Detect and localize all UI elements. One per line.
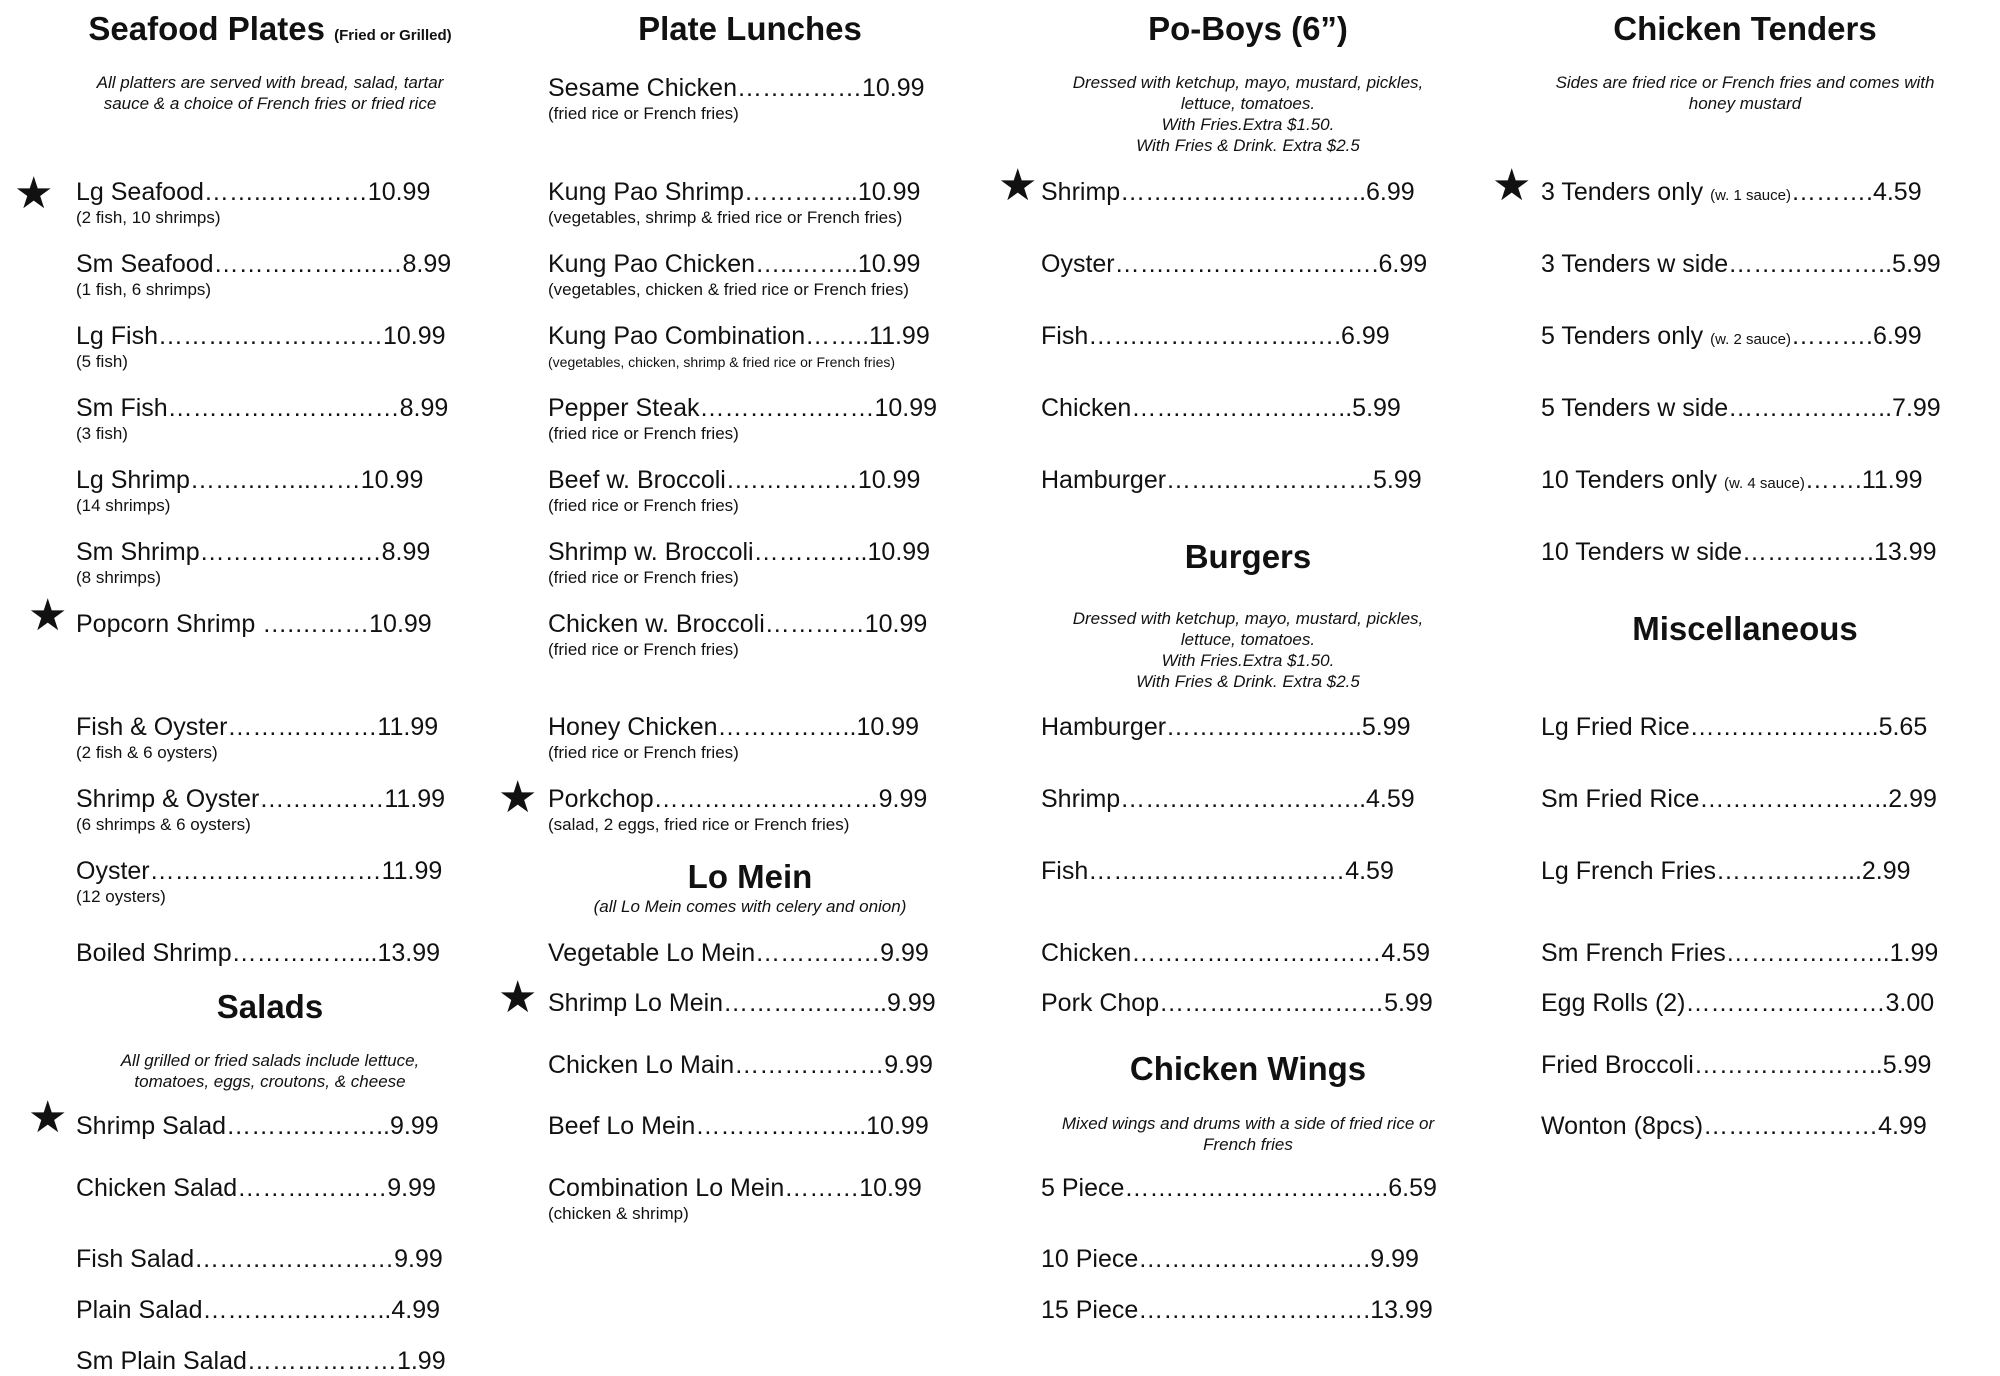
menu-item-sm-plain-salad: Sm Plain Salad………………1.99 [76, 1347, 446, 1375]
menu-item-burger-fish: Fish…….……………………4.59 [1041, 857, 1394, 885]
menu-item-sub: (vegetables, chicken, shrimp & fried rice or French fries) [548, 354, 896, 370]
menu-item-3-tenders-only: 3 Tenders only (w. 1 sauce)……….4.59 [1541, 178, 1922, 206]
menu-item-chicken-salad: Chicken Salad………………9.99 [76, 1174, 436, 1202]
menu-item-sub: (2 fish, 10 shrimps) [76, 208, 221, 227]
misc-title: Miscellaneous [1632, 610, 1858, 647]
tenders-desc: Sides are fried rice or French fries and comes with honey mustard [1555, 73, 1935, 113]
menu-item-burger-pork-chop: Pork Chop………………………5.99 [1041, 989, 1433, 1017]
menu-item-beef-lo-mein: Beef Lo Mein………………...10.99 [548, 1112, 929, 1140]
menu-item-10-tenders-side: 10 Tenders w side…………….13.99 [1541, 538, 1937, 566]
lo-mein-title: Lo Mein [687, 858, 813, 895]
menu-item-3-tenders-side: 3 Tenders w side………………..5.99 [1541, 250, 1941, 278]
menu-item-porkchop: Porkchop………………………9.99 [548, 785, 928, 813]
seafood-desc: All platters are served with bread, salad, tartar sauce & a choice of French fries or fried rice [96, 73, 444, 113]
menu-item-poboy-oyster: Oyster…….…………………….6.99 [1041, 250, 1428, 278]
menu-item-shrimp-salad: Shrimp Salad………………..9.99 [76, 1112, 439, 1140]
menu-item-wonton: Wonton (8pcs)…………………4.99 [1541, 1112, 1927, 1140]
menu-item-lg-fried-rice: Lg Fried Rice…………………..5.65 [1541, 713, 1928, 741]
menu-item-sub: (1 fish, 6 shrimps) [76, 280, 212, 299]
menu-item-chicken-lo-main: Chicken Lo Main………………9.99 [548, 1051, 933, 1079]
salads-title: Salads [216, 988, 324, 1025]
menu-item-sub: (14 shrimps) [76, 496, 171, 515]
menu-item-poboy-fish: Fish…….………………..….6.99 [1041, 322, 1390, 350]
menu-item-pepper-steak: Pepper Steak…………………10.99 [548, 394, 938, 422]
menu-item-sub: (3 fish) [76, 424, 128, 443]
poboys-desc: Dressed with ketchup, mayo, mustard, pickles, lettuce, tomatoes. With Fries.Extra $1.50. With Fries & Drink. Extra $2.5 [1072, 73, 1424, 155]
menu-item-fish-oyster: Fish & Oyster………………11.99 [76, 713, 439, 741]
menu-item-fish-salad: Fish Salad……………………9.99 [76, 1245, 443, 1273]
star-icon: ★ [28, 591, 68, 640]
menu-item-combination-lo-mein: Combination Lo Mein………10.99 [548, 1174, 922, 1202]
menu-item-sub: (fried rice or French fries) [548, 424, 739, 443]
menu-item-sub: (12 oysters) [76, 887, 166, 906]
menu-item-sub: (fried rice or French fries) [548, 568, 739, 587]
menu-item-sm-shrimp: Sm Shrimp……………….…8.99 [76, 538, 431, 566]
star-icon: ★ [498, 973, 538, 1022]
menu-item-egg-rolls: Egg Rolls (2)……………………3.00 [1541, 989, 1935, 1017]
menu-item-fried-broccoli: Fried Broccoli…………………..5.99 [1541, 1051, 1932, 1079]
star-icon: ★ [28, 1093, 68, 1142]
menu-item-poboy-chicken: Chicken…….………………..5.99 [1041, 394, 1401, 422]
menu-item-lg-french-fries: Lg French Fries……………...2.99 [1541, 857, 1911, 885]
plate-lunches-title: Plate Lunches [638, 10, 862, 47]
lo-mein-desc: (all Lo Mein comes with celery and onion) [593, 897, 907, 916]
star-icon: ★ [998, 161, 1038, 210]
menu-item-sub: (fried rice or French fries) [548, 496, 739, 515]
menu-item-10-tenders-only: 10 Tenders only (w. 4 sauce)…….11.99 [1541, 466, 1923, 494]
wings-title: Chicken Wings [1129, 1050, 1367, 1087]
wings-desc: Mixed wings and drums with a side of fried rice or French fries [1061, 1114, 1435, 1154]
menu-item-sm-french-fries: Sm French Fries………………..1.99 [1541, 939, 1939, 967]
menu-item-kung-pao-combination: Kung Pao Combination……..11.99 [548, 322, 930, 350]
menu-item-wings-10: 10 Piece……………………….9.99 [1041, 1245, 1419, 1273]
menu-item-plain-salad: Plain Salad…………………..4.99 [76, 1296, 441, 1324]
menu-item-sm-fish: Sm Fish………………….……8.99 [76, 394, 449, 422]
menu-item-shrimp-oyster: Shrimp & Oyster……………11.99 [76, 785, 446, 813]
menu-item-beef-broccoli: Beef w. Broccoli….…………10.99 [548, 466, 921, 494]
menu-item-shrimp-broccoli: Shrimp w. Broccoli…………..10.99 [548, 538, 931, 566]
menu-item-sub: (2 fish & 6 oysters) [76, 743, 218, 762]
burgers-desc: Dressed with ketchup, mayo, mustard, pickles, lettuce, tomatoes. With Fries.Extra $1.50. With Fries & Drink. Extra $2.5 [1072, 609, 1424, 691]
seafood-title: Seafood Plates (Fried or Grilled) [88, 10, 452, 47]
menu-item-lg-seafood: Lg Seafood……..…………10.99 [76, 178, 431, 206]
menu-item-sub: (fried rice or French fries) [548, 743, 739, 762]
menu-item-burger-shrimp: Shrimp…….…………………..4.59 [1041, 785, 1415, 813]
menu-item-sm-seafood: Sm Seafood………………..…8.99 [76, 250, 452, 278]
menu-item-sub: (vegetables, shrimp & fried rice or French fries) [548, 208, 903, 227]
menu-item-burger-chicken: Chicken…………………………4.59 [1041, 939, 1430, 967]
menu-item-kung-pao-shrimp: Kung Pao Shrimp…………..10.99 [548, 178, 921, 206]
star-icon: ★ [1492, 161, 1532, 210]
menu-item-5-tenders-only: 5 Tenders only (w. 2 sauce)……….6.99 [1541, 322, 1922, 350]
menu-item-lg-shrimp: Lg Shrimp…….……..……10.99 [76, 466, 424, 494]
menu-item-sesame-chicken: Sesame Chicken……………10.99 [548, 74, 925, 102]
menu-item-shrimp-lo-mein: Shrimp Lo Mein………………..9.99 [548, 989, 936, 1017]
menu-item-sub: (chicken & shrimp) [548, 1204, 689, 1223]
menu-item-wings-5: 5 Piece…………………………..6.59 [1041, 1174, 1437, 1202]
menu-item-sub: (fried rice or French fries) [548, 104, 739, 123]
menu-item-sub: (5 fish) [76, 352, 128, 371]
burgers-title: Burgers [1184, 538, 1312, 575]
menu-item-sub: (6 shrimps & 6 oysters) [76, 815, 251, 834]
menu-item-popcorn-shrimp: Popcorn Shrimp ….………10.99 [76, 610, 432, 638]
menu-item-wings-15: 15 Piece……………………….13.99 [1041, 1296, 1433, 1324]
menu-item-lg-fish: Lg Fish………………………10.99 [76, 322, 446, 350]
menu-item-boiled-shrimp: Boiled Shrimp……………...13.99 [76, 939, 441, 967]
menu-item-oyster: Oyster………………….……11.99 [76, 857, 443, 885]
menu-item-sub: (fried rice or French fries) [548, 640, 739, 659]
menu-item-sub: (salad, 2 eggs, fried rice or French fries) [548, 815, 850, 834]
menu-item-kung-pao-chicken: Kung Pao Chicken…..……..10.99 [548, 250, 921, 278]
menu-item-sm-fried-rice: Sm Fried Rice…………………..2.99 [1541, 785, 1937, 813]
menu-item-burger-hamburger: Hamburger……………….…..5.99 [1041, 713, 1411, 741]
menu-item-5-tenders-side: 5 Tenders w side………………..7.99 [1541, 394, 1941, 422]
menu-item-sub: (8 shrimps) [76, 568, 162, 587]
tenders-title: Chicken Tenders [1613, 10, 1877, 47]
menu-item-honey-chicken: Honey Chicken……………..10.99 [548, 713, 919, 741]
star-icon: ★ [498, 773, 538, 822]
menu-item-sub: (vegetables, chicken & fried rice or French fries) [548, 280, 909, 299]
menu-item-vegetable-lo-mein: Vegetable Lo Mein……………9.99 [548, 939, 929, 967]
salads-desc: All grilled or fried salads include lettuce, tomatoes, eggs, croutons, & cheese [120, 1051, 420, 1091]
star-icon: ★ [14, 169, 54, 218]
menu-item-poboy-shrimp: Shrimp…….…………………..6.99 [1041, 178, 1415, 206]
menu-item-chicken-broccoli: Chicken w. Broccoli…………10.99 [548, 610, 928, 638]
poboys-title: Po-Boys (6”) [1148, 10, 1348, 47]
menu-item-poboy-hamburger: Hamburger…….………………5.99 [1041, 466, 1422, 494]
